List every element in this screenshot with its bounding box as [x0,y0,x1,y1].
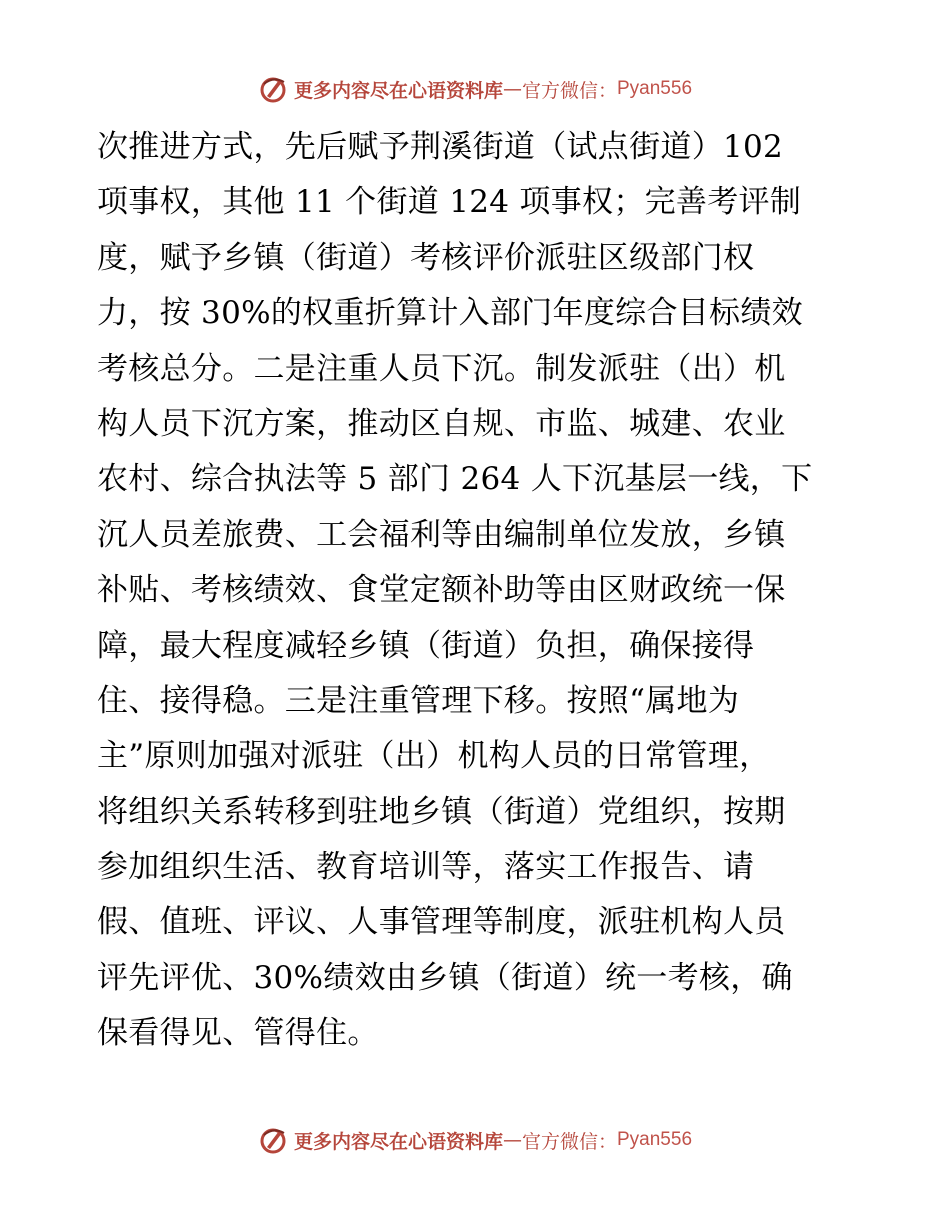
text-line: 沉人员差旅费、工会福利等由编制单位发放，乡镇 [97,516,786,553]
document-body [97,120,857,1062]
header-watermark [0,74,950,104]
text-line: 保看得见、管得住。 [97,1015,379,1052]
watermark-wechat-label: 官方微信： [521,79,617,102]
text-line: 度，赋予乡镇（街道）考核评价派驻区级部门权 [97,239,755,276]
text-line: 参加组织生活、教育培训等，落实工作报告、请 [97,849,755,886]
text-line: 假、值班、评议、人事管理等制度，派驻机构人员 [97,904,786,941]
text-line: 力，按 30%的权重折算计入部门年度综合目标绩效 [97,295,803,332]
text-line: 项事权，其他 11 个街道 124 项事权；完善考评制 [97,184,802,221]
brand-logo-icon [258,74,288,104]
text-line: 评先评优、30%绩效由乡镇（街道）统一考核，确 [97,959,793,996]
text-line: 构人员下沉方案，推动区自规、市监、城建、农业 [97,405,786,442]
brand-logo-icon [258,1125,288,1155]
watermark-separator: — [502,78,522,100]
watermark-wechat-id: Pyan556 [617,1129,693,1150]
watermark-separator: — [502,1129,522,1151]
watermark-promo-text: 更多内容尽在心语资料库 [293,1130,503,1153]
text-line: 农村、综合执法等 5 部门 264 人下沉基层一线，下 [97,461,813,498]
text-line: 补贴、考核绩效、食堂定额补助等由区财政统一保 [97,572,786,609]
text-line: 考核总分。二是注重人员下沉。制发派驻（出）机 [97,350,786,387]
text-line: 次推进方式，先后赋予荆溪街道（试点街道）102 [97,129,784,165]
text-line: 将组织关系转移到驻地乡镇（街道）党组织，按期 [97,793,786,830]
watermark-promo-text: 更多内容尽在心语资料库 [293,79,503,102]
footer-watermark [0,1125,950,1155]
text-line: 主”原则加强对派驻（出）机构人员的日常管理， [97,738,771,775]
text-line: 障，最大程度减轻乡镇（街道）负担，确保接得 [97,627,755,664]
watermark-wechat-id: Pyan556 [617,78,693,99]
text-line: 住、接得稳。三是注重管理下移。按照“属地为 [97,682,740,719]
watermark-wechat-label: 官方微信： [521,1130,617,1153]
